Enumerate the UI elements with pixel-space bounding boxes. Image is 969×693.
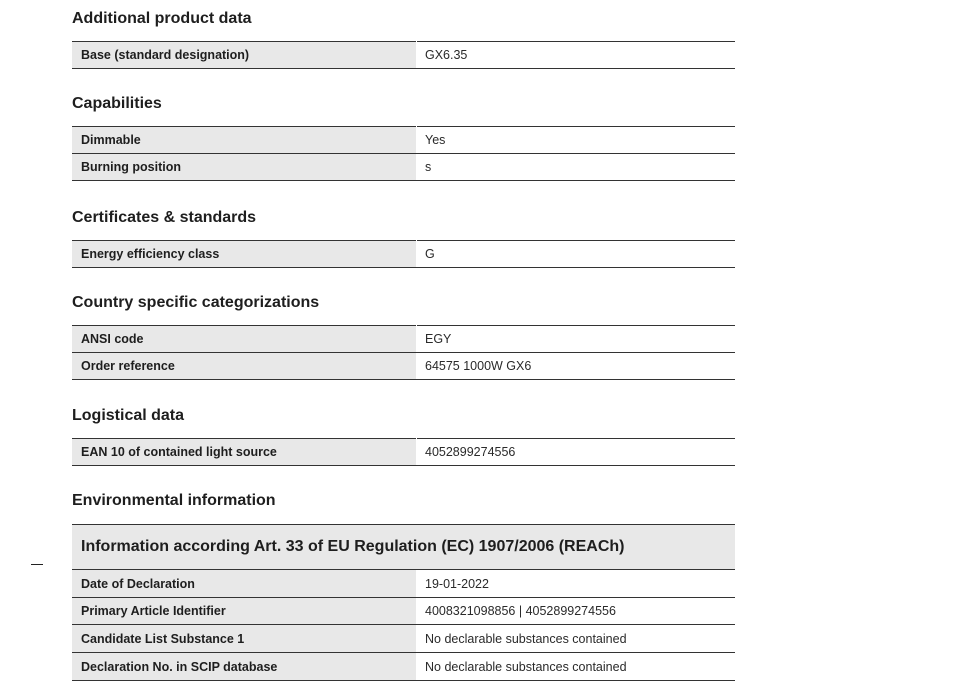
section-title: Certificates & standards	[72, 209, 257, 226]
row-value: Yes	[417, 127, 736, 154]
row-label: EAN 10 of contained light source	[72, 439, 417, 466]
data-table	[72, 126, 735, 181]
section-country-specific-categorizations	[72, 293, 735, 380]
table-row	[72, 326, 735, 353]
table-row	[72, 154, 735, 181]
section-title: Capabilities	[72, 95, 162, 112]
row-label: Declaration No. in SCIP database	[72, 653, 417, 681]
data-table	[72, 325, 735, 380]
row-label: Dimmable	[72, 127, 417, 154]
table-row	[72, 127, 735, 154]
data-table	[72, 41, 735, 69]
table-row	[72, 353, 735, 380]
section-title: Environmental information	[72, 492, 276, 509]
data-table	[72, 240, 735, 268]
row-value: EGY	[417, 326, 736, 353]
row-label: Order reference	[72, 353, 417, 380]
data-table	[72, 570, 735, 681]
row-label: Date of Declaration	[72, 570, 417, 598]
table-row	[72, 439, 735, 466]
section-capabilities	[72, 94, 735, 181]
section-title: Additional product data	[72, 10, 252, 27]
row-label: Candidate List Substance 1	[72, 625, 417, 653]
table-row	[72, 570, 735, 598]
section-certificates-standards	[72, 208, 735, 268]
row-value: G	[417, 241, 736, 268]
row-label: ANSI code	[72, 326, 417, 353]
row-value: GX6.35	[417, 42, 736, 69]
row-value: No declarable substances contained	[417, 653, 736, 681]
section-additional-product-data	[72, 9, 735, 69]
row-label: Energy efficiency class	[72, 241, 417, 268]
row-value: s	[417, 154, 736, 181]
section-logistical-data	[72, 406, 735, 466]
row-label: Burning position	[72, 154, 417, 181]
row-value: 4008321098856 | 4052899274556	[417, 598, 736, 625]
section-environmental-information	[72, 491, 735, 681]
table-row	[72, 241, 735, 268]
table-row	[72, 625, 735, 653]
section-title: Country specific categorizations	[72, 294, 320, 311]
row-value: 19-01-2022	[417, 570, 736, 598]
table-row	[72, 598, 735, 625]
section-title: Logistical data	[72, 407, 185, 424]
row-label: Primary Article Identifier	[72, 598, 417, 625]
table-row	[72, 42, 735, 69]
row-label: Base (standard designation)	[72, 42, 417, 69]
data-table	[72, 438, 735, 466]
row-value: 64575 1000W GX6	[417, 353, 736, 380]
margin-dash-mark	[31, 564, 43, 565]
reach-banner: Information according Art. 33 of EU Regulation (EC) 1907/2006 (REACh)	[72, 524, 735, 570]
row-value: 4052899274556	[417, 439, 736, 466]
row-value: No declarable substances contained	[417, 625, 736, 653]
table-row	[72, 653, 735, 681]
